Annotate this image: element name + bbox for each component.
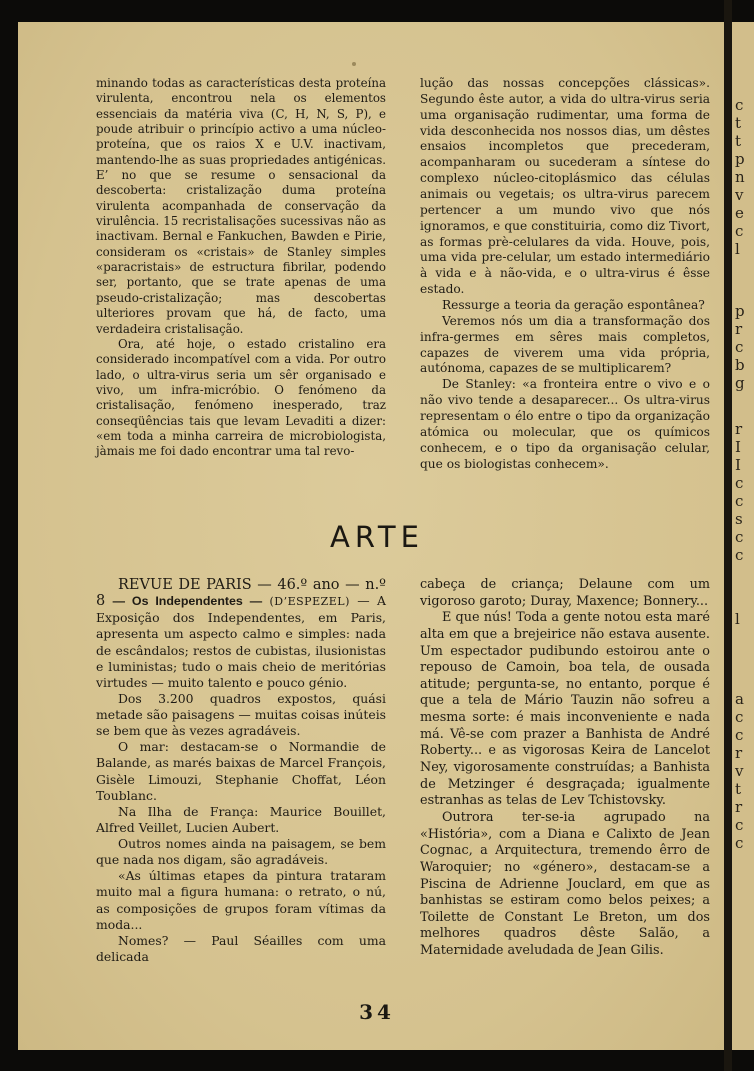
adjacent-page-letter: c [735, 528, 744, 546]
paragraph: minando todas as características desta proteína virulenta, encontrou nela os elementos essenciais da matéria viva (C, H, N, S, P), e poude atribuir o princípio activo a uma núcleo-proteína, que os raios X e U.V. inactivam, mantendo-lhe as suas propriedades antigénicas. E’ no que se resume o sensacional da descoberta: cristalização duma proteína virulenta acompanhada de conservação da virulência. 15 recristalisações sucessivas não as inactivam. Bernal e Fankuchen, Bawden e Pirie, consideram os «cristais» de Stanley simples «paracristais» de estructura fibrilar, podendo ser, portanto, que se trate apenas de uma pseudo-cristalização; mas descobertas ulteriores provam que há, de facto, uma verdadeira cristalisação. [96, 76, 386, 336]
article-title: — Os Independentes — [112, 594, 263, 609]
adjacent-page-letter: r [735, 320, 743, 338]
paragraph: Outros nomes ainda na paisagem, se bem que nada nos digam, são agradáveis. [96, 836, 386, 868]
paragraph: Na Ilha de França: Maurice Bouillet, Alfred Veillet, Lucien Aubert. [96, 803, 386, 835]
paragraph: Veremos nós um dia a transformação dos infra-germes em sêres mais completos, capazes de viverem uma vida própria, autónoma, capazes de se multiplicarem? [420, 313, 710, 376]
adjacent-page-letter: s [735, 510, 743, 528]
paragraph: «As últimas etapes da pintura trataram muito mal a figura humana: o retrato, o nú, as composições de grupos foram vítimas da moda... [96, 868, 386, 932]
adjacent-page-letter: c [735, 96, 744, 114]
adjacent-page-letter: a [735, 690, 744, 708]
top-left-column [96, 76, 386, 460]
adjacent-page-letter: c [735, 834, 744, 852]
adjacent-page-letter: c [735, 338, 744, 356]
adjacent-page-letter: l [735, 610, 740, 628]
adjacent-page-letter: I [735, 438, 741, 456]
adjacent-page-letter: t [735, 114, 742, 132]
paragraph: cabeça de criança; Delaune com um vigoroso garoto; Duray, Maxence; Bonnery... [420, 577, 710, 609]
section-title: ARTE [330, 520, 424, 554]
adjacent-page-letter: c [735, 546, 744, 564]
page-number: 34 [359, 1000, 395, 1024]
article-author: (D’ESPEZEL) [269, 595, 350, 609]
adjacent-page-letter: I [735, 456, 741, 474]
paragraph: Dos 3.200 quadros expostos, quási metade são paisagens — muitas coisas inúteis se bem que às vezes agradáveis. [96, 690, 387, 739]
adjacent-page-letter: p [735, 150, 745, 168]
paper-speck [352, 62, 356, 66]
paragraph: lução das nossas concepções clássicas». Segundo êste autor, a vida do ultra-virus seria uma organisação rudimentar, uma forma de vida desconhecida nos nossos dias, um dêstes ensaios incompletos que precederam, acompanharam ou sucederam a síntese do complexo núcleo-citoplásmico das células animais ou vegetais; os ultra-virus parecem pertencer a um mundo vivo que nós ignoramos, e que constituiria, como diz Tivort, as formas prè-celulares da vida. Houve, pois, uma vida pre-celular, um estado intermediário à vida e à não-vida, e o ultra-virus é êsse estado. [420, 76, 710, 297]
paragraph: De Stanley: «a fronteira entre o vivo e o não vivo tende a desaparecer... Os ultra-virus representam o élo entre o tipo da organização atómica ou molecular, que os químicos conhecem, e o tipo da organisação celular, que os biologistas conhecem». [420, 377, 710, 471]
paragraph: E que nús! Toda a gente notou esta maré alta em que a brejeirice não estava ausente. Um espectador pudibundo estoirou ante o repouso de Camoin, boa tela, de ousada atitude; pergunta-se, no entanto, porque é que a tela de Mário Tauzin não sofreu a mesma sorte: é mais inconveniente e nada má. Vê-se com prazer a Banhista de André Roberty... e as vigorosas Keira de Lancelot Ney, vigorosamente construídas; a Banhista de Metzinger é desgraçada; igualmente estranhas as telas de Lev Tchistovsky. [420, 610, 710, 809]
top-right-column [420, 76, 710, 472]
adjacent-page-letter: r [735, 798, 743, 816]
adjacent-page-letter: t [735, 132, 742, 150]
adjacent-page-letter: r [735, 420, 743, 438]
adjacent-page-letter: p [735, 302, 745, 320]
adjacent-page-letter: c [735, 816, 744, 834]
adjacent-page-letter: l [735, 240, 740, 258]
adjacent-page-letter: r [735, 744, 743, 762]
paragraph: Outrora ter-se-ia agrupado na «História», com a Diana e Calixto de Jean Cognac, a Arquitectura, tremendo êrro de Waroquier; no «género», destacam-se a Piscina de Adrienne Jouclard, em que as banhistas se estiram como belos peixes; a Toilette de Constant Le Breton, um dos melhores quadros dêste Salão, a Maternidade aveludada de Jean Gilis. [420, 809, 710, 959]
adjacent-page-letter: c [735, 492, 744, 510]
journal-reference: REVUE DE PARIS — 46.º ano — n.º 8 [96, 577, 386, 610]
adjacent-page-letter: e [735, 204, 744, 222]
adjacent-page-letter: c [735, 726, 744, 744]
arte-right-column [420, 577, 710, 960]
adjacent-page-letter: c [735, 708, 744, 726]
paragraph: Ora, até hoje, o estado cristalino era considerado incompatível com a vida. Por outro lado, o ultra-virus seria um sêr organisado e vivo, um infra-micróbio. O fenómeno da cristalisação, fenómeno inesperado, traz conseqüências tais que levam Levaditi a dizer: «em toda a minha carreira de microbiologista, jàmais me foi dado encontrar uma tal revo- [96, 336, 386, 459]
adjacent-page-letter: v [735, 762, 744, 780]
paragraph: Ressurge a teoria da geração espontânea? [442, 298, 705, 313]
adjacent-page-letter: c [735, 474, 744, 492]
paragraph: O mar: destacam-se o Normandie de Balande, as marés baixas de Marcel François, Gisèle Limouzi, Stephanie Choffat, Léon Toublanc. [96, 739, 386, 803]
arte-left-column [96, 577, 386, 965]
adjacent-page-letter: b [735, 356, 745, 374]
adjacent-page-letter: t [735, 780, 742, 798]
paragraph: Nomes? — Paul Séailles com uma delicada [96, 932, 386, 964]
adjacent-page-letter: g [735, 374, 745, 392]
adjacent-page-letter: v [735, 186, 744, 204]
adjacent-page-letter: c [735, 222, 744, 240]
paragraph: — A Exposição dos Independentes, em Paris, apresenta um aspecto calmo e simples: nada de escândalos; restos de cubistas, ilusionistas e luministas; tudo o mais cheio de meritórias virtudes — muito talento e pouco génio. [96, 593, 387, 690]
adjacent-page-letter: n [735, 168, 745, 186]
